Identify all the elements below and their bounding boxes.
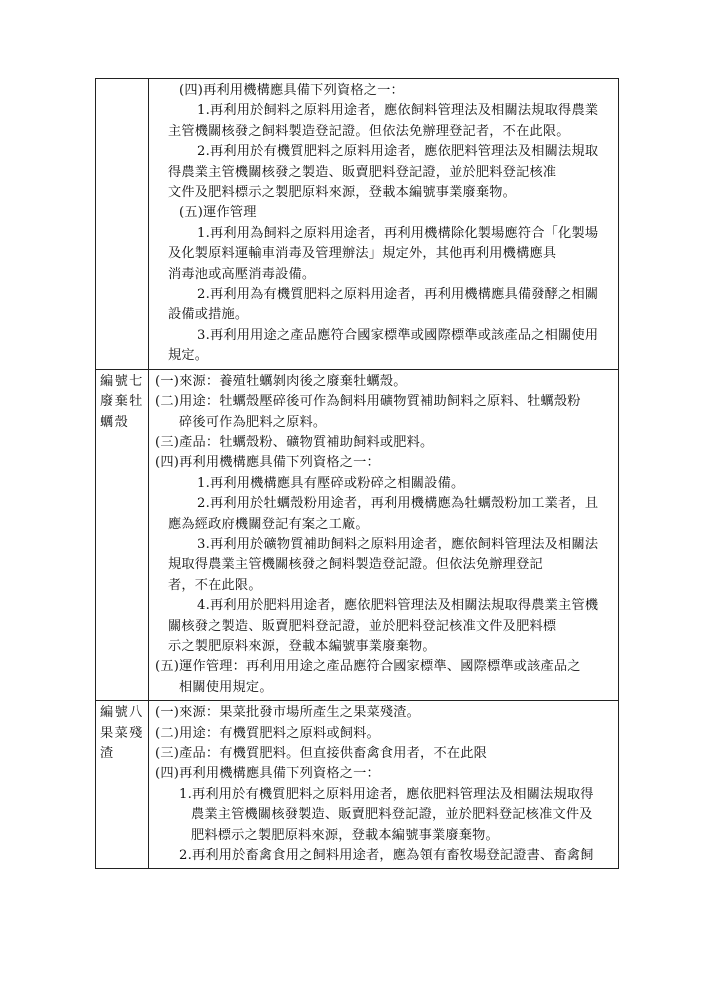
content-line: (一)來源：果菜批發市場所產生之果菜殘渣。 <box>155 705 421 721</box>
content-line: 1.再利用為飼料之原料用途者，再利用機構除化製場應符合「化製場 <box>197 225 599 241</box>
content-line: (四)再利用機構應具備下列資格之一： <box>179 83 404 98</box>
item-label-cell <box>96 701 149 869</box>
content-line: 2.再利用於牡蠣殼粉用途者，再利用機構應為牡蠣殼粉加工業者，且 <box>197 496 599 512</box>
content-line: 規取得農業主管機關核發之飼料製造登記證。但依法免辦理登記 <box>168 557 543 573</box>
content-line: 者，不在此限。 <box>168 577 262 593</box>
content-line: (四)再利用機構應具備下列資格之一： <box>155 455 380 471</box>
item-content <box>149 370 618 701</box>
content-line: (二)用途：有機質肥料之原料或飼料。 <box>155 725 380 741</box>
content-line: 3.再利用於礦物質補助飼料之原料用途者，應依飼料管理法及相關法 <box>197 536 599 552</box>
content-line: 1.再利用機構應具有壓碎或粉碎之相關設備。 <box>197 475 465 491</box>
content-line: 文件及肥料標示之製肥原料來源，登載本編號事業廢棄物。 <box>168 185 517 201</box>
content-line: 消毒池或高壓消毒設備。 <box>168 266 316 282</box>
content-line: 農業主管機關核發製造、販賣肥料登記證，並於肥料登記核准文件及 <box>191 807 593 823</box>
content-line: 2.再利用於畜禽食用之飼料用途者，應為領有畜牧場登記證書、畜禽飼 <box>179 848 594 864</box>
content-line: (二)用途：牡蠣殼壓碎後可作為飼料用礦物質補助飼料之原料、牡蠣殼粉 <box>155 394 581 410</box>
content-line: 1.再利用於有機質肥料之原料用途者，應依肥料管理法及相關法規取得 <box>179 786 594 802</box>
content-line: 肥料標示之製肥原料來源，登載本編號事業廢棄物。 <box>191 827 499 843</box>
item-label-cell <box>96 79 149 370</box>
table-row-item-8 <box>96 701 619 869</box>
content-line: 碎後可作為肥料之原料。 <box>179 414 327 430</box>
content-line: (五)運作管理 <box>179 205 257 221</box>
item-label: 編號七廢棄牡蠣殼 <box>100 373 144 430</box>
content-line: 及化製原料運輸車消毒及管理辦法」規定外，其他再利用機構應具 <box>168 246 557 262</box>
content-line: 示之製肥原料來源，登載本編號事業廢棄物。 <box>168 638 436 654</box>
content-line: (一)來源：養殖牡蠣剝肉後之廢棄牡蠣殼。 <box>155 373 407 389</box>
content-line: 規定。 <box>168 348 209 364</box>
content-line: 4.再利用於肥料用途者，應依肥料管理法及相關法規取得農業主管機 <box>197 598 599 614</box>
item-content-cell <box>149 79 619 370</box>
content-line: (三)產品：牡蠣殼粉、礦物質補助飼料或肥料。 <box>155 434 434 450</box>
content-line: 2.再利用為有機質肥料之原料用途者，再利用機構應具備發酵之相關 <box>197 287 599 303</box>
content-line: (三)產品：有機質肥料。但直接供畜禽食用者，不在此限 <box>155 746 487 761</box>
content-line: 得農業主管機關核發之製造、販賣肥料登記證，並於肥料登記核准 <box>168 164 557 180</box>
item-content <box>149 701 618 868</box>
content-line: (五)運作管理：再利用用途之產品應符合國家標準、國際標準或該產品之 <box>155 659 581 675</box>
item-label <box>96 79 148 81</box>
content-line: 關核發之製造、販賣肥料登記證，並於肥料登記核准文件及肥料標 <box>168 618 557 634</box>
item-label: 編號八果菜殘渣 <box>100 705 144 761</box>
content-line: (四)再利用機構應具備下列資格之一： <box>155 766 380 782</box>
content-line: 主管機關核發之飼料製造登記證。但依法免辦理登記者，不在此限。 <box>168 123 570 139</box>
table-row-continued <box>96 79 619 370</box>
item-content-cell <box>149 369 619 701</box>
content-line: 相關使用規定。 <box>179 679 273 695</box>
regulation-table <box>95 78 619 869</box>
item-content <box>149 79 618 369</box>
item-content-cell <box>149 701 619 869</box>
content-line: 2.再利用於有機質肥料之原料用途者，應依肥料管理法及相關法規取 <box>197 144 599 160</box>
content-line: 應為經政府機關登記有案之工廠。 <box>168 516 369 532</box>
item-label-cell <box>96 369 149 701</box>
content-line: 設備或措施。 <box>168 307 249 323</box>
content-line: 3.再利用用途之產品應符合國家標準或國際標準或該產品之相關使用 <box>197 327 599 343</box>
table-row-item-7 <box>96 369 619 701</box>
content-line: 1.再利用於飼料之原料用途者，應依飼料管理法及相關法規取得農業 <box>197 103 599 119</box>
